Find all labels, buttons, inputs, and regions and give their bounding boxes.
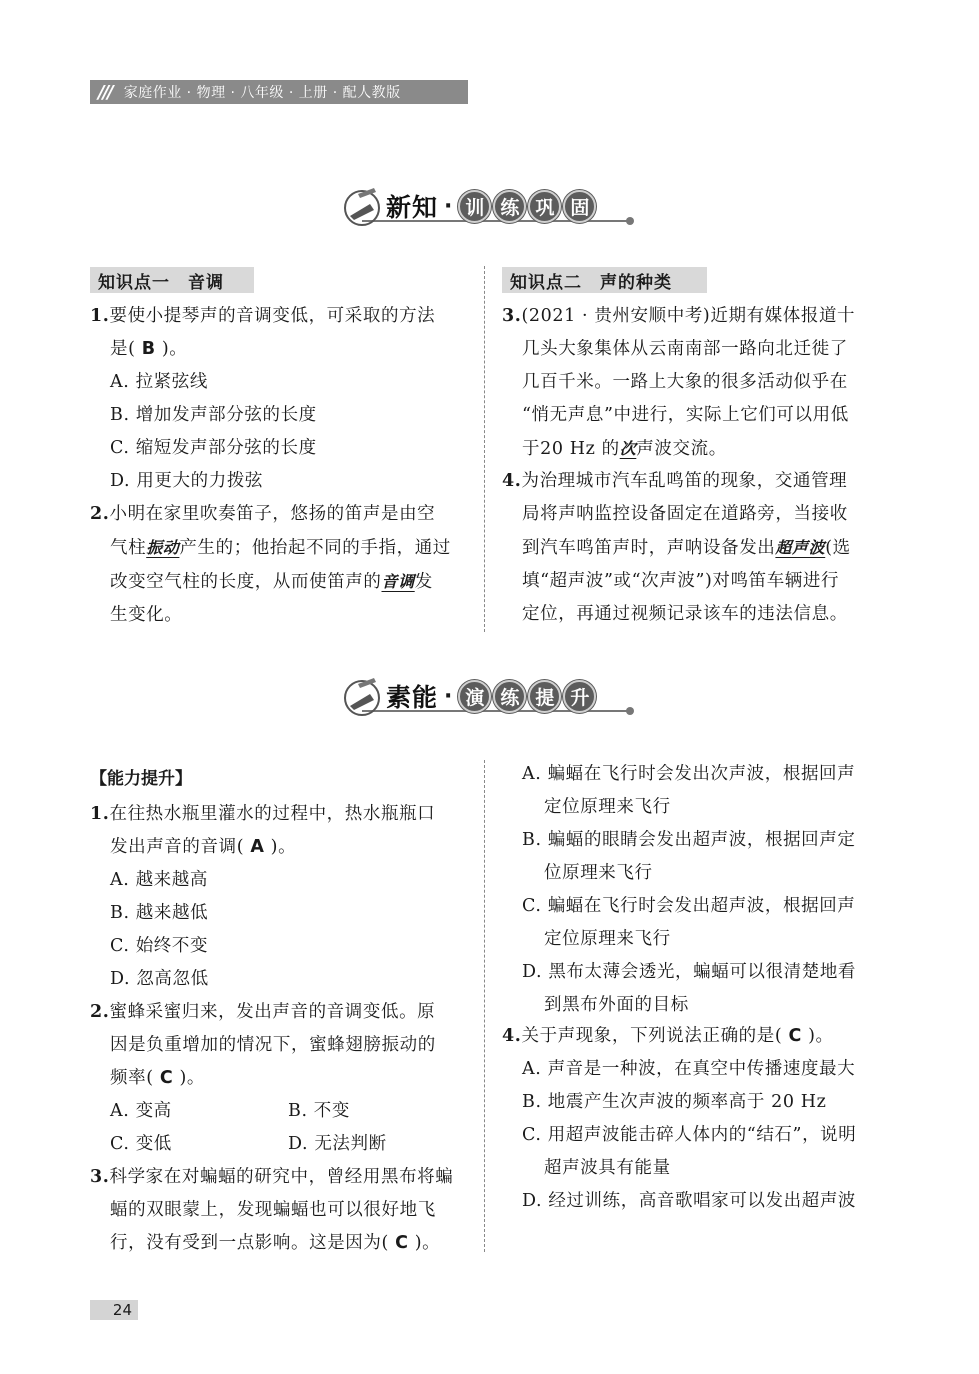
option-continued: 定位原理来飞行 [544, 929, 671, 949]
option: C. 变低 [110, 1134, 172, 1154]
option: D. 忽高忽低 [110, 969, 209, 989]
option: D. 黑布太薄会透光，蝙蝠可以很清楚地看 [522, 962, 857, 982]
answer-choice: B [141, 339, 156, 359]
practice-question-2 [90, 996, 436, 1161]
question-text: (2021 · 贵州安顺中考)近期有媒体报道十 [521, 306, 856, 326]
question-stem: 是( [110, 339, 136, 359]
banner-underline-dot [626, 217, 634, 225]
question-text: (选 [825, 538, 851, 558]
question-text: )。 [270, 837, 297, 857]
option: B. 越来越低 [110, 903, 209, 923]
section-dot: · [444, 683, 453, 709]
question-text: )。 [808, 1026, 834, 1046]
option: C. 蝙蝠在飞行时会发出超声波，根据回声 [522, 896, 856, 916]
question-text: 蜜蜂采蜜归来，发出声音的音调变低。原 [109, 1002, 436, 1022]
filled-answer: 超声波 [775, 538, 826, 557]
section-title: 新知 [386, 193, 439, 222]
question-number: 1. [90, 306, 110, 326]
question-number: 1. [90, 804, 110, 824]
option-continued: 到黑布外面的目标 [544, 995, 689, 1015]
question-text: “悄无声息”中进行，实际上它们可以用低 [522, 405, 849, 425]
question-text: 气柱 [110, 538, 147, 558]
option: B. 不变 [288, 1101, 350, 1121]
question-text: 发出声音的音调( [110, 837, 245, 857]
column-divider [484, 266, 485, 632]
question-stem: )。 [161, 339, 188, 359]
section-bubble: 演 [458, 680, 491, 713]
page-number: 24 [90, 1300, 138, 1320]
question-text: 为治理城市汽车乱鸣笛的现象，交通管理 [521, 471, 848, 491]
question-text: 填“超声波”或“次声波”)对鸣笛车辆进行 [522, 571, 840, 591]
question-text: 行，没有受到一点影响。这是因为( [110, 1233, 389, 1253]
question-number: 4. [502, 471, 522, 491]
option: A. 声音是一种波，在真空中传播速度最大 [522, 1059, 856, 1079]
option: C. 缩短发声部分弦的长度 [110, 438, 317, 458]
pencil-book-icon [340, 184, 384, 228]
section-bubble: 巩 [528, 190, 561, 223]
option: D. 用更大的力拨弦 [110, 471, 264, 491]
header-slashes: /// [98, 81, 112, 103]
question-text: 蝠的双眼蒙上，发现蝙蝠也可以很好地飞 [110, 1200, 436, 1220]
practice-question-3-options [522, 758, 856, 1022]
section-banner-new-knowledge [0, 178, 979, 238]
question-text: 定位，再通过视频记录该车的违法信息。 [522, 604, 848, 624]
option: C. 始终不变 [110, 936, 209, 956]
section-bubble: 升 [563, 680, 596, 713]
answer-choice: C [159, 1068, 174, 1088]
answer-choice: C [395, 1233, 409, 1253]
banner-underline-dot [626, 707, 634, 715]
question-text: )。 [179, 1068, 205, 1088]
question-number: 3. [90, 1167, 110, 1187]
question-text: 几百千米。一路上大象的很多活动似乎在 [522, 372, 848, 392]
section-bubble: 练 [493, 680, 526, 713]
knowledge-point-tag: 知识点二 声的种类 [502, 267, 707, 293]
header-bar [90, 80, 468, 104]
question-text: 关于声现象，下列说法正确的是( [521, 1026, 783, 1046]
option-continued: 超声波具有能量 [544, 1158, 671, 1178]
option: B. 增加发声部分弦的长度 [110, 405, 317, 425]
option: C. 用超声波能击碎人体内的“结石”，说明 [522, 1125, 857, 1145]
question-text: 于20 Hz 的 [522, 439, 620, 459]
option: B. 地震产生次声波的频率高于 20 Hz [522, 1092, 827, 1112]
question-1 [90, 300, 435, 498]
question-2 [90, 498, 451, 632]
section-dot: · [444, 193, 453, 219]
question-number: 3. [502, 306, 522, 326]
section-bubble: 提 [528, 680, 561, 713]
question-text: 科学家在对蝙蝠的研究中，曾经用黑布将蝙 [109, 1167, 454, 1187]
knowledge-point-tag: 知识点一 音调 [90, 267, 254, 293]
question-text: 生变化。 [110, 605, 183, 625]
question-text: 声波交流。 [636, 439, 727, 459]
column-divider [484, 760, 485, 1252]
question-number: 4. [502, 1026, 522, 1046]
section-bubble: 训 [458, 190, 491, 223]
option-continued: 定位原理来飞行 [544, 797, 671, 817]
option: A. 蝙蝠在飞行时会发出次声波，根据回声 [522, 764, 856, 784]
practice-question-1 [90, 798, 435, 996]
header-title: 家庭作业 · 物理 · 八年级 · 上册 · 配人教版 [123, 85, 401, 101]
practice-question-3 [90, 1161, 453, 1260]
question-stem: 要使小提琴声的音调变低，可采取的方法 [109, 306, 436, 326]
question-text: 几头大象集体从云南南部一路向北迁徙了 [522, 339, 848, 359]
section-bubbles [458, 680, 596, 713]
section-banner-ability [0, 668, 979, 728]
question-text: 发 [414, 572, 433, 592]
option: D. 无法判断 [288, 1134, 387, 1154]
option: A. 拉紧弦线 [110, 372, 208, 392]
option: D. 经过训练，高音歌唱家可以发出超声波 [522, 1191, 857, 1211]
option: A. 越来越高 [110, 870, 208, 890]
section-bubble: 练 [493, 190, 526, 223]
option: B. 蝙蝠的眼睛会发出超声波，根据回声定 [522, 830, 856, 850]
question-number: 2. [90, 1002, 110, 1022]
section-title: 素能 [386, 683, 439, 712]
question-text: 因是负重增加的情况下，蜜蜂翅膀振动的 [110, 1035, 436, 1055]
question-4 [502, 465, 851, 631]
filled-answer: 振动 [146, 538, 180, 557]
option-continued: 位原理来飞行 [544, 863, 653, 883]
question-text: 在往热水瓶里灌水的过程中，热水瓶瓶口 [109, 804, 436, 824]
question-3 [502, 300, 855, 466]
answer-choice: C [788, 1026, 802, 1046]
practice-question-4 [502, 1020, 856, 1218]
question-text: 频率( [110, 1068, 154, 1088]
question-text: 产生的；他抬起不同的手指，通过 [179, 538, 451, 558]
option: A. 变高 [110, 1101, 172, 1121]
pencil-book-icon [340, 674, 384, 718]
question-text: 到汽车鸣笛声时，声呐设备发出 [522, 538, 776, 558]
question-text: 改变空气柱的长度，从而使笛声的 [110, 572, 382, 592]
question-text: )。 [414, 1233, 441, 1253]
ability-label: 【能力提升】 [90, 769, 192, 789]
question-text: 局将声呐监控设备固定在道路旁，当接收 [522, 504, 848, 524]
filled-answer: 次 [619, 439, 637, 458]
section-bubble: 固 [563, 190, 596, 223]
question-text: 小明在家里吹奏笛子，悠扬的笛声是由空 [109, 504, 436, 524]
question-number: 2. [90, 504, 110, 524]
section-bubbles [458, 190, 596, 223]
filled-answer: 音调 [381, 572, 415, 591]
answer-choice: A [250, 837, 265, 857]
